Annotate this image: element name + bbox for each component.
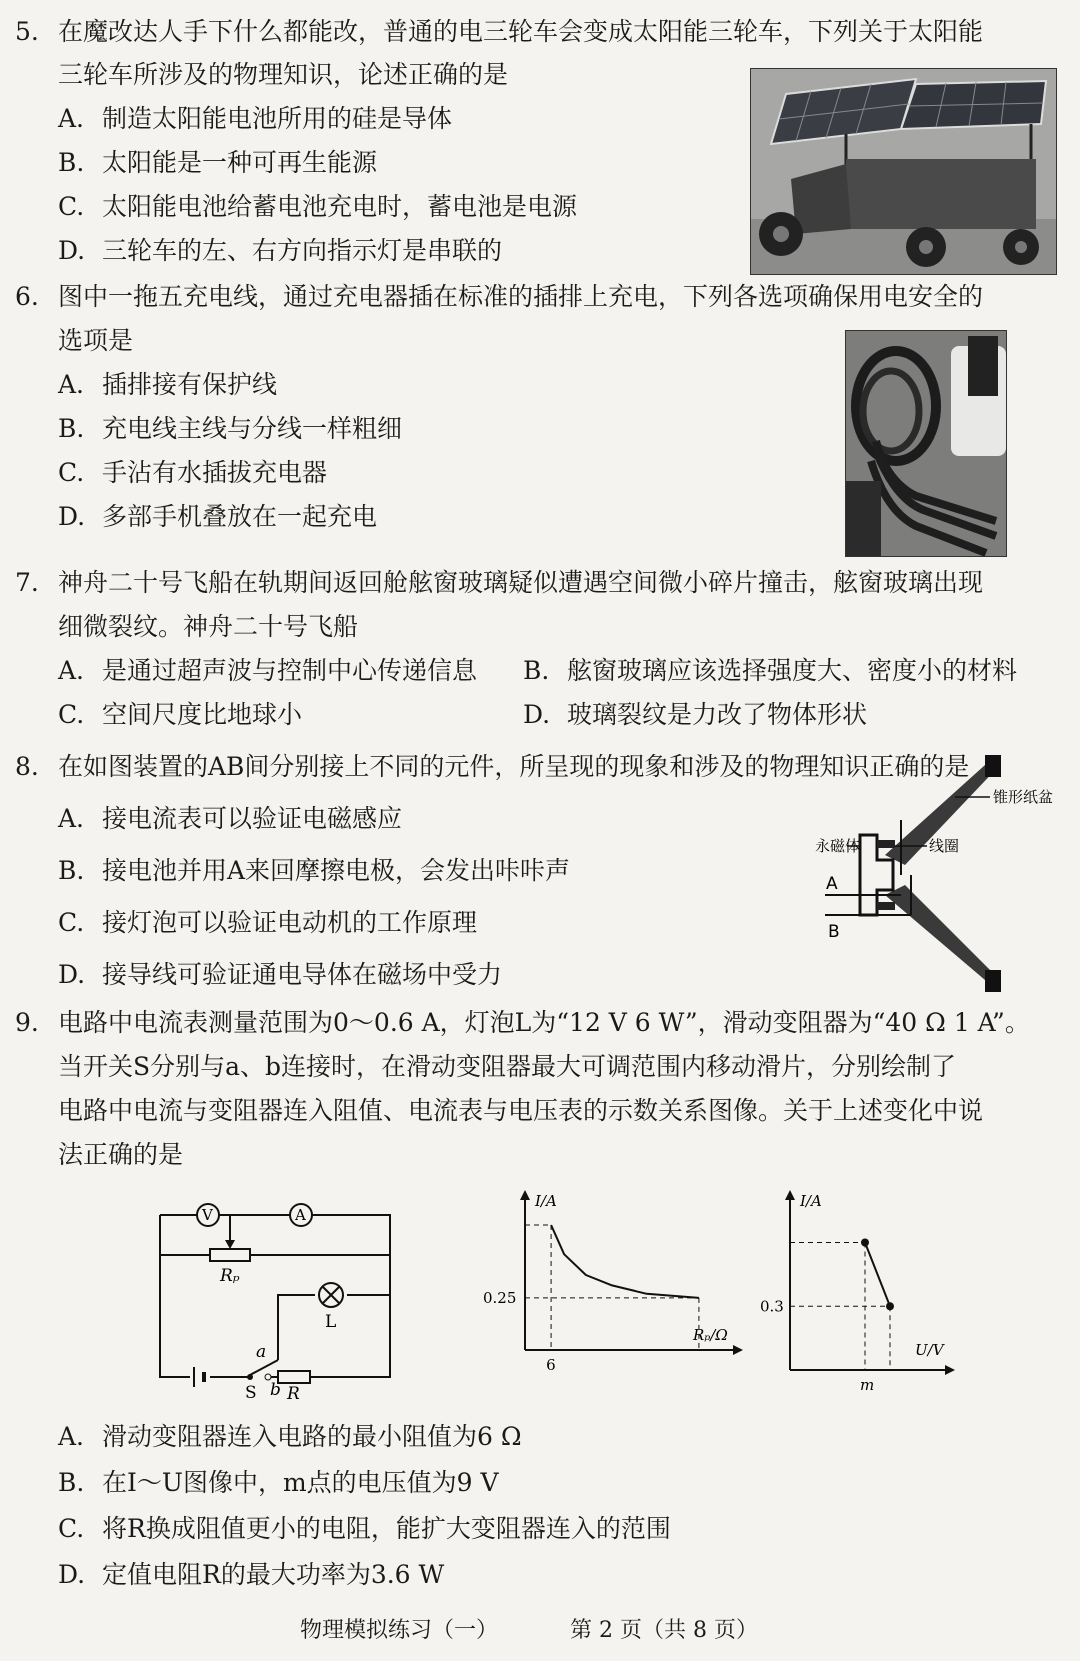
option-letter: B. [58,1468,85,1497]
resistor [278,1371,310,1383]
x-axis-arrow [733,1345,743,1355]
q7-stem-line-1: 神舟二十号飞船在轨期间返回舱舷窗玻璃疑似遭遇空间微小碎片撞击，舷窗玻璃出现 [58,568,984,597]
x-tick-label-m: m [860,1376,875,1394]
rheostat [210,1249,250,1261]
q7-option-d [523,698,867,732]
voltmeter-label: V [202,1206,213,1224]
option-text: 将R换成阻值更小的电阻，能扩大变阻器连入的范围 [102,1514,671,1543]
option-letter: B. [58,856,85,885]
speaker-edge-bottom [985,970,1001,992]
option-letter: D. [58,502,86,531]
option-text: 接灯泡可以验证电动机的工作原理 [102,908,478,937]
chart1-marks [483,1225,699,1374]
magnet-label: 永磁体 [815,837,861,855]
option-text: 舷窗玻璃应该选择强度大、密度小的材料 [567,656,1018,685]
option-letter: D. [523,700,551,729]
option-text: 插排接有保护线 [102,370,278,399]
y-axis-label: I/A [535,1192,557,1210]
q8-stem-line-1: 在如图装置的AB间分别接上不同的元件，所呈现的现象和涉及的物理知识正确的是 [58,752,970,781]
option-letter: A. [58,104,85,133]
option-text: 接电流表可以验证电磁感应 [102,804,403,833]
chart-i-vs-u [745,1190,955,1405]
q6-stem-line-2: 选项是 [58,326,134,355]
data-segment [865,1243,890,1307]
option-letter: D. [58,236,86,265]
speaker-cone-lower [885,885,1000,980]
q9-stem-line-2: 当开关S分别与a、b连接时，在滑动变阻器最大可调范围内移动滑片，分别绘制了 [58,1052,957,1081]
q7-option-c [58,698,302,732]
q8-option-a [58,802,402,836]
q8-option-c [58,906,477,940]
q5-option-c [58,190,577,224]
q6-option-c [58,456,327,490]
wire-left [160,1215,190,1377]
q5-option-d [58,234,502,268]
data-curve [551,1225,699,1298]
y-tick-label-03: 0.3 [760,1297,784,1316]
q6-option-b [58,412,402,446]
q6-number: 6. [15,282,39,311]
option-text: 在I～U图像中，m点的电压值为9 V [102,1468,499,1497]
q6-stem-line-1: 图中一拖五充电线，通过充电器插在标准的插排上充电，下列各选项确保用电安全的 [58,282,984,311]
q5-option-a [58,102,452,136]
slider-arrow [225,1240,235,1249]
q7-option-b [523,654,1017,688]
chart-i-vs-rp [475,1190,745,1385]
option-letter: C. [58,192,85,221]
footer-page-number: 第 2 页（共 8 页） [570,1618,758,1643]
q5-stem-line-1: 在魔改达人手下什么都能改，普通的电三轮车会变成太阳能三轮车，下列关于太阳能 [58,17,984,46]
q7-number: 7. [15,568,39,597]
option-text: 太阳能是一种可再生能源 [102,148,378,177]
ammeter-label: A [295,1206,306,1224]
option-text: 多部手机叠放在一起充电 [102,502,378,531]
q9-option-a [58,1420,522,1454]
q9-stem-line-1: 电路中电流表测量范围为0～0.6 A，灯泡L为“12 V 6 W”，滑动变阻器为“40 Ω 1 A”。 [58,1008,1030,1037]
option-letter: A. [58,804,85,833]
option-letter: A. [58,1422,85,1451]
x-axis-arrow [945,1365,955,1375]
q8-option-d [58,958,502,992]
q9-option-b [58,1466,499,1500]
option-letter: D. [58,960,86,989]
option-letter: D. [58,1560,86,1589]
q9-circuit-diagram [150,1195,410,1400]
switch-blade [250,1360,278,1375]
option-letter: B. [523,656,550,685]
terminal-b-label: B [828,922,840,942]
option-text: 制造太阳能电池所用的硅是导体 [102,104,453,133]
q9-option-c [58,1512,671,1546]
option-text: 接电池并用A来回摩擦电极，会发出咔咔声 [102,856,571,885]
switch-a-label: a [256,1342,267,1362]
option-text: 接导线可验证通电导体在磁场中受力 [102,960,503,989]
y-axis-arrow [785,1190,795,1200]
resistor-label: R [287,1384,300,1400]
q6-option-a [58,368,277,402]
option-letter: C. [58,908,85,937]
option-text: 定值电阻R的最大功率为3.6 W [102,1560,445,1589]
coil-bottom [877,902,895,910]
x-axis-label: U/V [915,1341,944,1359]
option-letter: A. [58,370,85,399]
option-text: 滑动变阻器连入电路的最小阻值为6 Ω [102,1422,522,1451]
q9-number: 9. [15,1008,39,1037]
option-text: 空间尺度比地球小 [102,700,303,729]
lamp-label: L [325,1312,337,1332]
footer-title: 物理模拟练习（一） [300,1618,499,1643]
charging-cable-illustration [846,331,1006,556]
y-axis-label: I/A [800,1192,822,1210]
q9-stem-line-3: 电路中电流与变阻器连入阻值、电流表与电压表的示数关系图像。关于上述变化中说 [58,1096,984,1125]
solar-tricycle-illustration [751,69,1056,274]
q5-option-b [58,146,377,180]
terminal-a-label: A [826,874,838,894]
option-letter: C. [58,700,85,729]
switch-pivot [247,1374,253,1380]
option-text: 手沾有水插拔充电器 [102,458,328,487]
option-text: 充电线主线与分线一样粗细 [102,414,403,443]
switch-label: S [245,1383,257,1400]
q9-stem-line-4: 法正确的是 [58,1140,184,1169]
option-text: 三轮车的左、右方向指示灯是串联的 [102,236,503,265]
option-text: 太阳能电池给蓄电池充电时，蓄电池是电源 [102,192,578,221]
x-tick-label-6: 6 [546,1356,556,1374]
q7-option-a [58,654,477,688]
y-tick-label-025: 0.25 [483,1288,517,1307]
rheostat-label: Rₚ [220,1266,240,1286]
q8-option-b [58,854,570,888]
cone-label: 锥形纸盆 [993,788,1054,806]
q5-stem-line-2: 三轮车所涉及的物理知识，论述正确的是 [58,60,509,89]
option-text: 玻璃裂纹是力改了物体形状 [567,700,868,729]
q6-option-d [58,500,377,534]
y-axis-arrow [520,1190,530,1200]
option-letter: C. [58,1514,85,1543]
option-letter: B. [58,148,85,177]
speaker-edge-top [985,755,1001,777]
coil-top [877,840,895,848]
speaker-diagram [815,755,1065,1000]
wire-to-lamp [278,1295,315,1360]
data-point-m [861,1239,869,1247]
solar-tricycle-photo [750,68,1057,275]
option-letter: C. [58,458,85,487]
option-text: 是通过超声波与控制中心传递信息 [102,656,478,685]
q9-option-d [58,1558,444,1592]
x-axis-label: Rₚ/Ω [693,1326,728,1344]
option-letter: A. [58,656,85,685]
charging-cable-photo [845,330,1007,557]
coil-label: 线圈 [929,837,960,855]
q5-number: 5. [15,17,39,46]
data-point-end [886,1302,894,1310]
q7-stem-line-2: 细微裂纹。神舟二十号飞船 [58,612,359,641]
switch-b-label: b [270,1380,281,1400]
q8-number: 8. [15,752,39,781]
option-letter: B. [58,414,85,443]
